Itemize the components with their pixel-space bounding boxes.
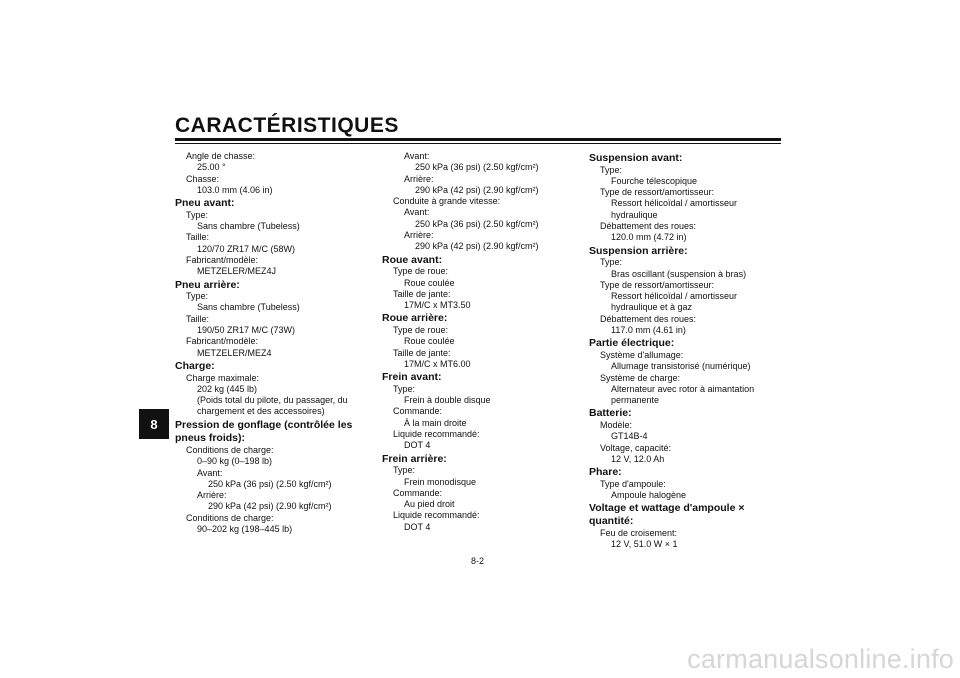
spec-label: Type: <box>600 164 623 175</box>
spec-label: Type: <box>600 257 623 268</box>
page-number: 8-2 <box>471 556 485 566</box>
spec-value: Au pied droit <box>404 499 455 510</box>
spec-value: 290 kPa (42 psi) (2.90 kgf/cm²) <box>208 501 332 512</box>
spec-value: 12 V, 12.0 Ah <box>611 453 665 464</box>
section-heading: Phare: <box>589 466 622 479</box>
spec-value: À la main droite <box>404 417 467 428</box>
section-heading: Charge: <box>175 359 215 372</box>
spec-value: Frein à double disque <box>404 395 491 406</box>
spec-label: Commande: <box>393 406 443 417</box>
spec-value: hydraulique et à gaz <box>611 302 693 313</box>
spec-label: Débattement des roues: <box>600 221 697 232</box>
spec-value: permanente <box>611 395 660 406</box>
spec-value: 0–90 kg (0–198 lb) <box>197 456 273 467</box>
spec-label: Type de ressort/amortisseur: <box>600 187 715 198</box>
spec-label: Modèle: <box>600 420 633 431</box>
spec-value: Fourche télescopique <box>611 175 698 186</box>
spec-value: Roue coulée <box>404 277 455 288</box>
spec-column-2 <box>382 151 572 533</box>
spec-value: hydraulique <box>611 209 658 220</box>
spec-value: Arrière: <box>404 173 434 184</box>
watermark: carmanualsonline.info <box>687 644 954 674</box>
spec-label: Type: <box>393 383 416 394</box>
spec-label: Taille: <box>186 232 210 243</box>
section-heading: Pression de gonflage (contrôlée les <box>175 418 353 431</box>
header-rule-thin <box>175 143 781 144</box>
spec-label: Type de roue: <box>393 266 449 277</box>
spec-value: 117.0 mm (4.61 in) <box>611 325 686 336</box>
section-heading: Pneu arrière: <box>175 278 240 291</box>
spec-value: Roue coulée <box>404 336 455 347</box>
spec-value: 90–202 kg (198–445 lb) <box>197 523 293 534</box>
chapter-tab: 8 <box>139 409 169 439</box>
section-heading: Suspension arrière: <box>589 244 688 257</box>
spec-value: GT14B-4 <box>611 431 648 442</box>
spec-value: Avant: <box>404 207 430 218</box>
spec-value: chargement et des accessoires) <box>197 406 325 417</box>
spec-label: Voltage, capacité: <box>600 442 672 453</box>
spec-value: Ressort hélicoïdal / amortisseur <box>611 291 738 302</box>
spec-value: 250 kPa (36 psi) (2.50 kgf/cm²) <box>415 218 539 229</box>
spec-value: 250 kPa (36 psi) (2.50 kgf/cm²) <box>208 478 332 489</box>
spec-label: Taille: <box>186 313 210 324</box>
spec-label: Débattement des roues: <box>600 313 697 324</box>
spec-label: Type de ressort/amortisseur: <box>600 279 715 290</box>
section-heading: Roue avant: <box>382 253 443 266</box>
spec-value: 103.0 mm (4.06 in) <box>197 184 273 195</box>
spec-value: 17M/C x MT3.50 <box>404 300 471 311</box>
spec-value: 120/70 ZR17 M/C (58W) <box>197 243 296 254</box>
spec-column-3 <box>589 151 789 550</box>
spec-value: 250 kPa (36 psi) (2.50 kgf/cm²) <box>415 162 539 173</box>
spec-value: Ressort hélicoïdal / amortisseur <box>611 198 738 209</box>
spec-value: 17M/C x MT6.00 <box>404 358 471 369</box>
spec-label: Chasse: <box>186 173 220 184</box>
spec-value: 120.0 mm (4.72 in) <box>611 232 687 243</box>
spec-column-1 <box>175 151 365 535</box>
spec-value: METZELER/MEZ4 <box>197 347 272 358</box>
spec-label: Angle de chasse: <box>186 151 256 161</box>
section-heading: Batterie: <box>589 407 632 420</box>
spec-label: Conduite à grande vitesse: <box>393 196 501 207</box>
section-heading: Frein avant: <box>382 371 442 384</box>
spec-label: Liquide recommandé: <box>393 429 480 440</box>
spec-value: DOT 4 <box>404 521 431 532</box>
spec-label: Liquide recommandé: <box>393 510 480 521</box>
section-heading: pneus froids): <box>175 432 245 445</box>
spec-value: Alternateur avec rotor à aimantation <box>611 383 755 394</box>
spec-value: 25.00 ° <box>197 162 226 173</box>
spec-value: Arrière: <box>404 230 434 241</box>
spec-value: Arrière: <box>197 490 227 501</box>
spec-label: Type: <box>393 465 416 476</box>
section-heading: Partie électrique: <box>589 337 675 350</box>
spec-value: METZELER/MEZ4J <box>197 266 277 277</box>
spec-value: 202 kg (445 lb) <box>197 383 258 394</box>
page-title: CARACTÉRISTIQUES <box>175 114 399 137</box>
spec-label: Fabricant/modèle: <box>186 254 259 265</box>
section-heading: Voltage et wattage d'ampoule × quantité: <box>589 502 745 527</box>
spec-value: Avant: <box>404 151 430 161</box>
spec-value: Sans chambre (Tubeless) <box>197 221 300 232</box>
spec-label: Taille de jante: <box>393 347 451 358</box>
spec-label: Charge maximale: <box>186 372 260 383</box>
spec-label: Conditions de charge: <box>186 444 274 455</box>
spec-label: Conditions de charge: <box>186 512 274 523</box>
spec-value: (Poids total du pilote, du passager, du <box>197 395 348 406</box>
spec-label: Système d'allumage: <box>600 349 684 360</box>
spec-label: Feu de croisement: <box>600 527 678 538</box>
section-heading: Frein arrière: <box>382 452 447 465</box>
section-heading: Pneu avant: <box>175 197 235 210</box>
spec-label: Fabricant/modèle: <box>186 336 259 347</box>
spec-value: 290 kPa (42 psi) (2.90 kgf/cm²) <box>415 184 539 195</box>
spec-value: DOT 4 <box>404 440 431 451</box>
spec-label: Type de roue: <box>393 325 449 336</box>
spec-value: Sans chambre (Tubeless) <box>197 302 300 313</box>
spec-label: Système de charge: <box>600 372 681 383</box>
section-heading: Roue arrière: <box>382 312 448 325</box>
spec-value: Frein monodisque <box>404 476 477 487</box>
spec-value: Avant: <box>197 467 223 478</box>
spec-value: 12 V, 51.0 W × 1 <box>611 538 678 549</box>
spec-value: Bras oscillant (suspension à bras) <box>611 268 747 279</box>
spec-label: Taille de jante: <box>393 288 451 299</box>
spec-label: Type: <box>186 291 209 302</box>
spec-value: 290 kPa (42 psi) (2.90 kgf/cm²) <box>415 241 539 252</box>
spec-label: Type d'ampoule: <box>600 478 666 489</box>
spec-value: Allumage transistorisé (numérique) <box>611 361 751 372</box>
header-rule-thick <box>175 138 781 141</box>
spec-label: Commande: <box>393 487 443 498</box>
spec-value: Ampoule halogène <box>611 490 687 501</box>
spec-label: Type: <box>186 209 209 220</box>
section-heading: Suspension avant: <box>589 152 683 164</box>
spec-value: 190/50 ZR17 M/C (73W) <box>197 325 296 336</box>
